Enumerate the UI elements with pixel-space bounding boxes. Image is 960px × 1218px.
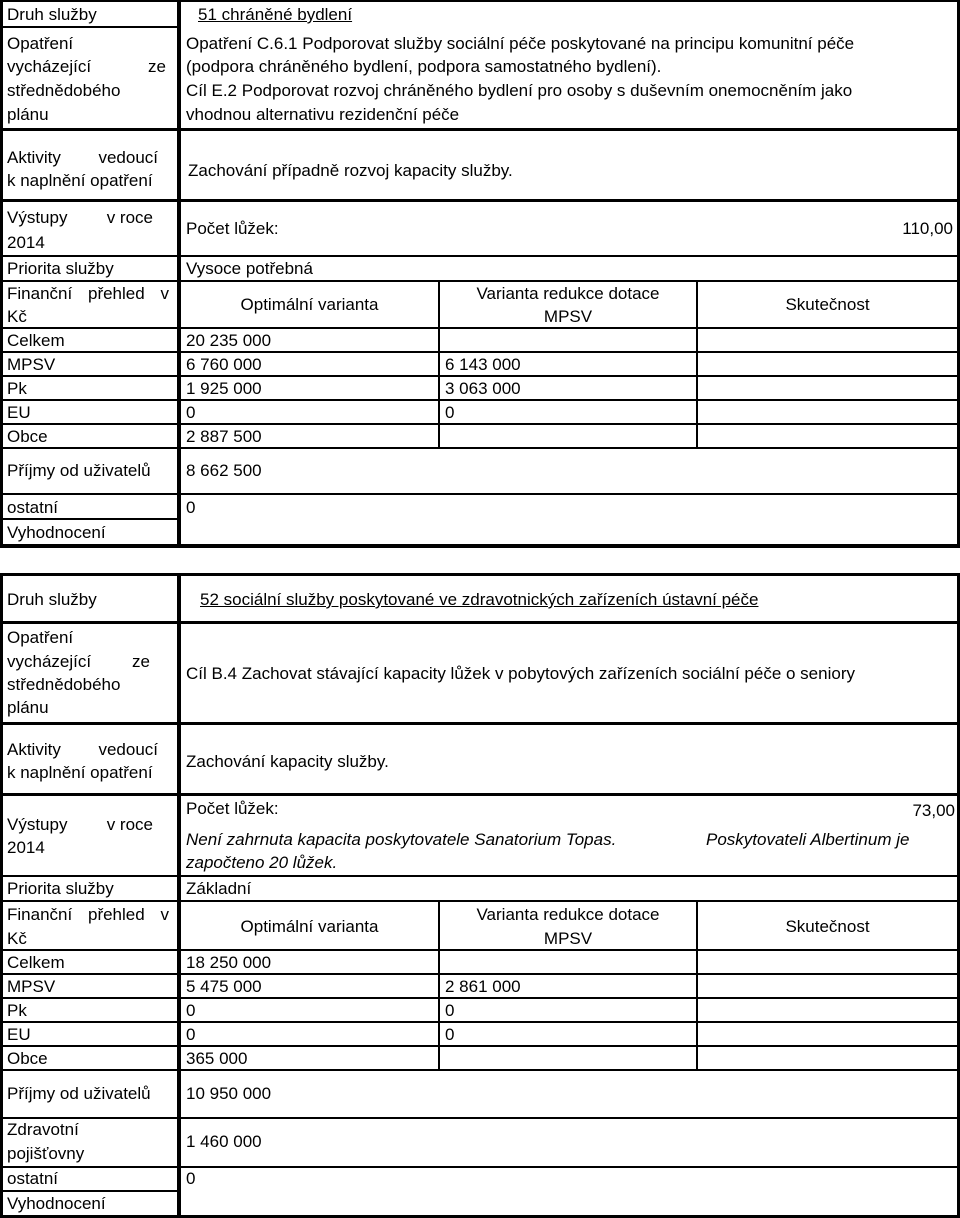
row-label: Příjmy od uživatelů xyxy=(7,461,151,480)
opatreni-label-line2: vycházející ze xyxy=(7,57,166,76)
service-block-52 xyxy=(0,573,960,1218)
row-divider xyxy=(0,621,960,624)
priorita-value: Vysoce potřebná xyxy=(186,259,313,278)
row-divider xyxy=(0,1190,181,1192)
row-divider xyxy=(0,973,960,975)
row-divider xyxy=(0,900,960,902)
fin-label: Finanční přehled v xyxy=(7,905,169,924)
row-divider xyxy=(0,875,960,877)
pocet-label: Počet lůžek: xyxy=(186,219,279,238)
row-divider xyxy=(0,26,181,28)
row-optimal: 8 662 500 xyxy=(186,461,262,480)
row-optimal: 0 xyxy=(186,498,196,517)
row-divider xyxy=(0,199,960,202)
row-optimal: 5 475 000 xyxy=(186,977,262,996)
capacity-note-right: Poskytovateli Albertinum je xyxy=(706,830,910,849)
row-optimal: 10 950 000 xyxy=(186,1084,272,1103)
col-redukce-header-line2: MPSV xyxy=(543,307,593,326)
ostatni-label: ostatní xyxy=(7,1169,59,1188)
row-label: Celkem xyxy=(7,331,65,350)
fin-label-currency: Kč xyxy=(7,929,27,948)
border-left xyxy=(0,573,3,1218)
zdravotni-label-line2: pojišťovny xyxy=(7,1144,85,1163)
row-divider xyxy=(0,1166,960,1168)
row-divider xyxy=(0,949,960,951)
row-divider xyxy=(0,255,960,257)
aktivity-value: Zachování případně rozvoj kapacity služby. xyxy=(188,161,513,180)
ostatni-value: 0 xyxy=(186,1169,196,1188)
zdravotni-value: 1 460 000 xyxy=(186,1132,262,1151)
opatreni-label-line2: vycházející ze xyxy=(7,652,150,671)
col-redukce-header: Varianta redukce dotace xyxy=(476,905,660,924)
row-divider xyxy=(0,518,181,520)
row-optimal: 0 xyxy=(186,1025,196,1044)
pocet-value: 73,00 xyxy=(912,801,955,820)
vystupy-year: 2014 xyxy=(7,838,45,857)
row-divider xyxy=(0,1045,960,1047)
row-divider xyxy=(0,722,960,725)
row-label: MPSV xyxy=(7,355,56,374)
priorita-value: Základní xyxy=(186,879,252,898)
row-label: EU xyxy=(7,1025,31,1044)
row-optimal: 0 xyxy=(186,1001,196,1020)
row-label: MPSV xyxy=(7,977,56,996)
row-divider xyxy=(0,280,960,282)
row-optimal: 2 887 500 xyxy=(186,427,262,446)
row-label: Obce xyxy=(7,427,48,446)
col-redukce-header-line2: MPSV xyxy=(543,929,593,948)
col-skutecnost-header: Skutečnost xyxy=(785,917,870,936)
row-optimal: 0 xyxy=(186,403,196,422)
aktivity-label: Aktivity vedoucí xyxy=(7,148,158,167)
aktivity-value: Zachování kapacity služby. xyxy=(186,752,389,771)
opatreni-label: Opatření xyxy=(7,34,74,53)
row-divider xyxy=(0,1021,960,1023)
row-divider xyxy=(0,351,960,353)
row-divider xyxy=(0,423,960,425)
row-divider xyxy=(0,997,960,999)
row-redukce: 3 063 000 xyxy=(445,379,521,398)
border-top xyxy=(0,0,960,2)
row-divider xyxy=(0,1117,960,1119)
row-divider xyxy=(0,399,960,401)
opatreni-text: vhodnou alternativu rezidenční péče xyxy=(186,105,460,124)
row-optimal: 1 925 000 xyxy=(186,379,262,398)
row-divider xyxy=(0,793,960,796)
capacity-note-line2: započteno 20 lůžek. xyxy=(186,853,338,872)
col-optimal-header: Optimální varianta xyxy=(240,917,379,936)
col-redukce-header: Varianta redukce dotace xyxy=(476,284,660,303)
vyhodnoceni-label: Vyhodnocení xyxy=(7,523,106,542)
row-divider xyxy=(0,128,960,131)
col-optimal-header: Optimální varianta xyxy=(240,295,379,314)
row-label: Příjmy od uživatelů xyxy=(7,1084,151,1103)
priorita-label: Priorita služby xyxy=(7,259,114,278)
row-redukce: 6 143 000 xyxy=(445,355,521,374)
druh-value: 52 sociální služby poskytované ve zdravotnických zařízeních ústavní péče xyxy=(200,590,759,609)
row-redukce: 0 xyxy=(445,403,455,422)
druh-label: Druh služby xyxy=(7,590,97,609)
vystupy-year: 2014 xyxy=(7,233,45,252)
vystupy-label: Výstupy v roce xyxy=(7,815,153,834)
pocet-value: 110,00 xyxy=(902,219,953,238)
border-top xyxy=(0,573,960,576)
row-optimal: 20 235 000 xyxy=(186,331,272,350)
aktivity-label: Aktivity vedoucí xyxy=(7,740,158,759)
zdravotni-label: Zdravotní xyxy=(7,1120,79,1139)
druh-label: Druh služby xyxy=(7,5,97,24)
aktivity-label-line2: k naplnění opatření xyxy=(7,763,153,782)
row-label: Pk xyxy=(7,379,27,398)
opatreni-label-line4: plánu xyxy=(7,105,49,124)
opatreni-text: Cíl E.2 Podporovat rozvoj chráněného bydlení pro osoby s duševním onemocněním jako xyxy=(186,81,853,100)
capacity-note: Není zahrnuta kapacita poskytovatele Sanatorium Topas. xyxy=(186,830,617,849)
vystupy-label: Výstupy v roce xyxy=(7,208,153,227)
row-divider xyxy=(0,1069,960,1071)
row-divider xyxy=(0,493,960,495)
row-divider xyxy=(0,327,960,329)
priorita-label: Priorita služby xyxy=(7,879,114,898)
row-optimal: 18 250 000 xyxy=(186,953,272,972)
row-redukce: 0 xyxy=(445,1025,455,1044)
row-redukce: 0 xyxy=(445,1001,455,1020)
aktivity-label-line2: k naplnění opatření xyxy=(7,171,153,190)
border-bottom xyxy=(0,544,960,548)
opatreni-text: Cíl B.4 Zachovat stávající kapacity lůžek v pobytových zařízeních sociální péče o seniory xyxy=(186,664,855,683)
fin-label: Finanční přehled v xyxy=(7,284,169,303)
fin-label-currency: Kč xyxy=(7,307,27,326)
row-divider xyxy=(0,447,960,449)
opatreni-label-line4: plánu xyxy=(7,698,49,717)
opatreni-label-line3: střednědobého xyxy=(7,675,121,694)
pocet-label: Počet lůžek: xyxy=(186,799,279,818)
service-block-51 xyxy=(0,0,960,548)
row-redukce: 2 861 000 xyxy=(445,977,521,996)
druh-value: 51 chráněné bydlení xyxy=(198,5,353,24)
row-label: Pk xyxy=(7,1001,27,1020)
border-left xyxy=(0,0,3,548)
col-divider xyxy=(438,900,440,1071)
row-optimal: 365 000 xyxy=(186,1049,248,1068)
row-label: ostatní xyxy=(7,498,59,517)
opatreni-label-line3: střednědobého xyxy=(7,81,121,100)
row-optimal: 6 760 000 xyxy=(186,355,262,374)
divider-label-column xyxy=(177,573,181,1218)
row-label: Obce xyxy=(7,1049,48,1068)
col-skutecnost-header: Skutečnost xyxy=(785,295,870,314)
row-label: Celkem xyxy=(7,953,65,972)
opatreni-text: (podpora chráněného bydlení, podpora samostatného bydlení). xyxy=(186,57,662,76)
opatreni-label: Opatření xyxy=(7,628,74,647)
row-label: EU xyxy=(7,403,31,422)
divider-label-column xyxy=(177,0,181,548)
vyhodnoceni-label: Vyhodnocení xyxy=(7,1194,106,1213)
row-divider xyxy=(0,375,960,377)
opatreni-text: Opatření C.6.1 Podporovat služby sociální péče poskytované na principu komunitní péče xyxy=(186,34,855,53)
